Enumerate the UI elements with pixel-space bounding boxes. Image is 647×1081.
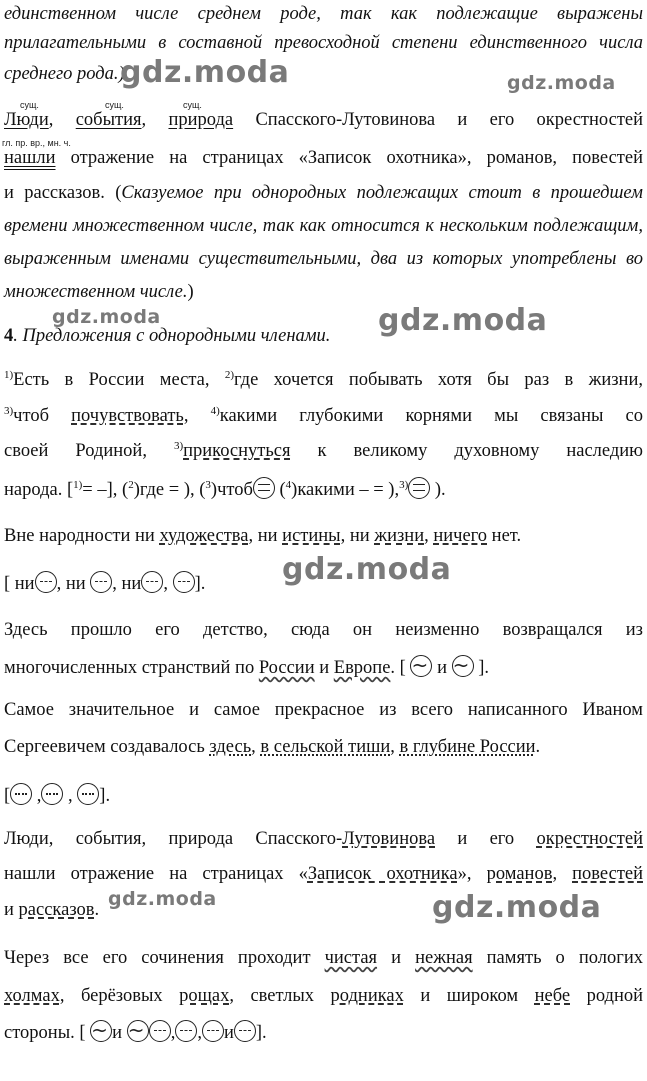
clause-index: 2 <box>128 478 134 491</box>
text-segment: где хочется побывать хотя бы раз в жизни, <box>234 370 643 390</box>
watermark: gdz.moda <box>378 303 548 338</box>
predicate-word: почувствовать <box>71 406 184 426</box>
adverbial-word: здесь <box>209 737 252 757</box>
modifier-word: нежная <box>415 948 473 968</box>
text-segment: , <box>251 737 261 757</box>
section-title: . Предложения с однородными членами. <box>13 326 331 346</box>
text-segment: и <box>377 948 416 968</box>
clause-index: 2) <box>224 368 234 381</box>
text-segment: ]. <box>99 786 111 806</box>
part-of-speech-mark: сущ. <box>105 100 124 110</box>
subject-word: события <box>75 110 142 130</box>
watermark: gdz.moda <box>282 552 452 587</box>
text-segment: своей Родиной, <box>4 441 174 461</box>
watermark: gdz.moda <box>432 890 602 925</box>
text-segment: Через все его сочинения проходит <box>4 948 325 968</box>
section-heading <box>4 326 643 347</box>
text-line <box>4 282 643 303</box>
text-line <box>4 526 643 547</box>
text-segment: Самое значительное и самое прекрасное из всего написанного Иваном <box>4 700 643 720</box>
text-segment: отражение на страницах «Записок охотника», романов, повестей <box>70 148 644 168</box>
text-segment: прилагательными в составной превосходной степени единственного числа <box>4 33 643 53</box>
text-segment: ]. <box>473 658 490 678</box>
subject-word: Люди <box>4 110 49 130</box>
text-segment: Есть в России места, <box>13 370 225 390</box>
text-line: Люди, события, природа Спасского-Лутовинова и его окрестностей <box>4 110 644 130</box>
text-segment: [ ни <box>4 574 35 594</box>
text-segment: к великому духовному наследию <box>290 441 643 461</box>
text-segment: Спасского-Лутовинова и его окрестностей <box>255 110 644 130</box>
text-segment: Здесь прошло его детство, сюда он неизменно возвращался из <box>4 620 643 640</box>
clause-index: 3) <box>399 478 409 491</box>
text-segment: чтоб <box>13 406 72 426</box>
text-line <box>4 948 643 969</box>
predicate-word: нашли <box>4 148 56 168</box>
text-segment: ). <box>430 480 446 500</box>
text-segment: ) <box>187 282 194 302</box>
text-segment: , <box>63 786 78 806</box>
text-segment: времени множественном числе, так как относится к нескольким подлежащим, <box>4 216 643 236</box>
text-segment: ]. <box>194 574 206 594</box>
text-segment: . <box>535 737 541 757</box>
object-word: рассказов <box>18 900 95 920</box>
text-segment: )где = ), ( <box>133 480 206 500</box>
object-word: небе <box>534 986 571 1006</box>
text-segment: и <box>4 900 19 920</box>
modifier-word: Европе <box>333 658 391 678</box>
text-segment: )чтоб <box>210 480 253 500</box>
clause-index: 3 <box>205 478 211 491</box>
text-line <box>4 33 643 54</box>
text-segment: и его <box>435 829 537 849</box>
text-segment: , ни <box>340 526 375 546</box>
text-segment: Вне народности ни <box>4 526 160 546</box>
text-segment: , ни <box>56 574 91 594</box>
object-word: ничего <box>433 526 488 546</box>
text-line <box>4 655 643 679</box>
text-segment: Люди, события, природа Спасского- <box>4 829 343 849</box>
homogeneous-object-circle-icon <box>234 1020 256 1042</box>
part-of-speech-mark: сущ. <box>20 100 39 110</box>
text-segment: стороны. [ <box>4 1023 91 1043</box>
text-line <box>4 216 643 237</box>
text-segment: ]. <box>255 1023 267 1043</box>
homogeneous-modifier-circle-icon <box>410 655 432 677</box>
object-word: романов <box>486 864 553 884</box>
text-line <box>4 700 643 721</box>
text-segment: Сергеевичем создавалось <box>4 737 210 757</box>
homogeneous-object-circle-icon <box>141 571 163 593</box>
watermark: gdz.moda <box>108 888 217 910</box>
text-line <box>4 148 643 169</box>
text-segment: ( <box>274 480 286 500</box>
text-segment: выраженным именами существительными, два из которых употреблены во <box>4 249 643 269</box>
text-line <box>4 864 643 885</box>
clause-index: 4 <box>285 478 292 491</box>
text-segment: и широком <box>403 986 535 1006</box>
text-line <box>4 620 643 641</box>
object-word: Записок охотника <box>307 864 458 884</box>
text-segment: множественном числе. <box>4 282 188 302</box>
text-segment: и <box>432 658 452 678</box>
homogeneous-modifier-circle-icon <box>90 1020 112 1042</box>
text-segment: и <box>314 658 334 678</box>
object-word: рощах <box>179 986 230 1006</box>
text-segment: родной <box>570 986 643 1006</box>
scheme-line <box>4 1020 643 1044</box>
homogeneous-modifier-circle-icon <box>127 1020 149 1042</box>
text-line <box>4 986 643 1007</box>
homogeneous-object-circle-icon <box>175 1020 197 1042</box>
watermark: gdz.moda <box>52 306 161 328</box>
modifier-word: России <box>258 658 315 678</box>
adverbial-word: в глубине России <box>399 737 536 757</box>
watermark: gdz.moda <box>120 55 290 90</box>
text-segment: . <box>94 900 100 920</box>
watermark: gdz.moda <box>507 72 616 94</box>
text-segment: и <box>223 1023 234 1043</box>
text-segment: , <box>552 864 573 884</box>
homogeneous-object-circle-icon <box>149 1020 171 1042</box>
object-word: повестей <box>572 864 644 884</box>
text-line <box>4 183 643 204</box>
text-segment: , <box>183 406 211 426</box>
text-segment: , берёзовых <box>59 986 180 1006</box>
text-segment: какими глубокими корнями мы связаны со <box>219 406 643 426</box>
text-segment: среднего рода.) <box>4 64 125 84</box>
text-segment: единственном числе среднем роде, так как подлежащие выражены <box>4 4 643 24</box>
object-word: холмах <box>4 986 60 1006</box>
modifier-word: чистая <box>324 948 378 968</box>
text-segment: нашли отражение на страницах « <box>4 864 308 884</box>
object-word: Лутовинова <box>342 829 436 849</box>
part-of-speech-mark: сущ. <box>183 100 202 110</box>
object-word: художества <box>159 526 249 546</box>
text-segment: [ <box>4 786 11 806</box>
text-segment: », <box>457 864 487 884</box>
text-line <box>4 477 643 501</box>
section-number: 4 <box>4 326 14 346</box>
text-segment: нет. <box>487 526 522 546</box>
clause-index: 1) <box>4 368 14 381</box>
homogeneous-modifier-circle-icon <box>452 655 474 677</box>
text-line <box>4 249 643 270</box>
homogeneous-object-circle-icon <box>173 571 195 593</box>
object-word: истины <box>282 526 341 546</box>
adverbial-word: в сельской тиши <box>260 737 391 757</box>
object-word: родниках <box>330 986 404 1006</box>
text-segment: = –], ( <box>82 480 129 500</box>
homogeneous-object-circle-icon <box>202 1020 224 1042</box>
text-segment: , <box>170 1023 176 1043</box>
text-segment: )какими – = ), <box>291 480 400 500</box>
clause-index: 3) <box>4 404 14 417</box>
homogeneous-adverbial-circle-icon <box>10 783 32 805</box>
homogeneous-object-circle-icon <box>90 571 112 593</box>
text-line <box>4 406 643 427</box>
homogeneous-adverbial-circle-icon <box>41 783 63 805</box>
text-line <box>4 441 643 462</box>
clause-index: 1) <box>73 478 83 491</box>
text-segment: . [ <box>390 658 411 678</box>
homogeneous-object-circle-icon <box>35 571 57 593</box>
homogeneous-predicate-circle-icon <box>253 477 275 499</box>
part-of-speech-mark: гл. пр. вр., мн. ч. <box>2 138 71 148</box>
text-segment: , <box>390 737 400 757</box>
text-segment: , <box>163 574 173 594</box>
text-segment: , <box>424 526 434 546</box>
text-segment: и рассказов. ( <box>4 183 122 203</box>
text-segment: многочисленных странствий по <box>4 658 259 678</box>
text-segment: Сказуемое при однородных подлежащих стоит в прошедшем <box>121 183 643 203</box>
object-word: окрестностей <box>536 829 643 849</box>
text-segment: память о пологих <box>472 948 643 968</box>
text-segment: , ни <box>248 526 283 546</box>
text-segment: , <box>32 786 42 806</box>
clause-index: 4) <box>210 404 220 417</box>
text-segment: , светлых <box>229 986 331 1006</box>
text-segment: , ни <box>112 574 142 594</box>
homogeneous-predicate-circle-icon <box>408 477 430 499</box>
predicate-word: прикоснуться <box>183 441 291 461</box>
text-line <box>4 737 643 758</box>
homogeneous-adverbial-circle-icon <box>77 783 99 805</box>
clause-index: 3) <box>173 439 184 452</box>
object-word: жизни <box>374 526 425 546</box>
text-line <box>4 370 643 391</box>
text-line <box>4 4 643 25</box>
text-segment: , <box>197 1023 202 1043</box>
scheme-line <box>4 783 643 807</box>
subject-word: природа <box>168 110 234 130</box>
text-segment: и <box>112 1023 127 1043</box>
text-segment: народа. [ <box>4 480 74 500</box>
text-line <box>4 829 643 850</box>
